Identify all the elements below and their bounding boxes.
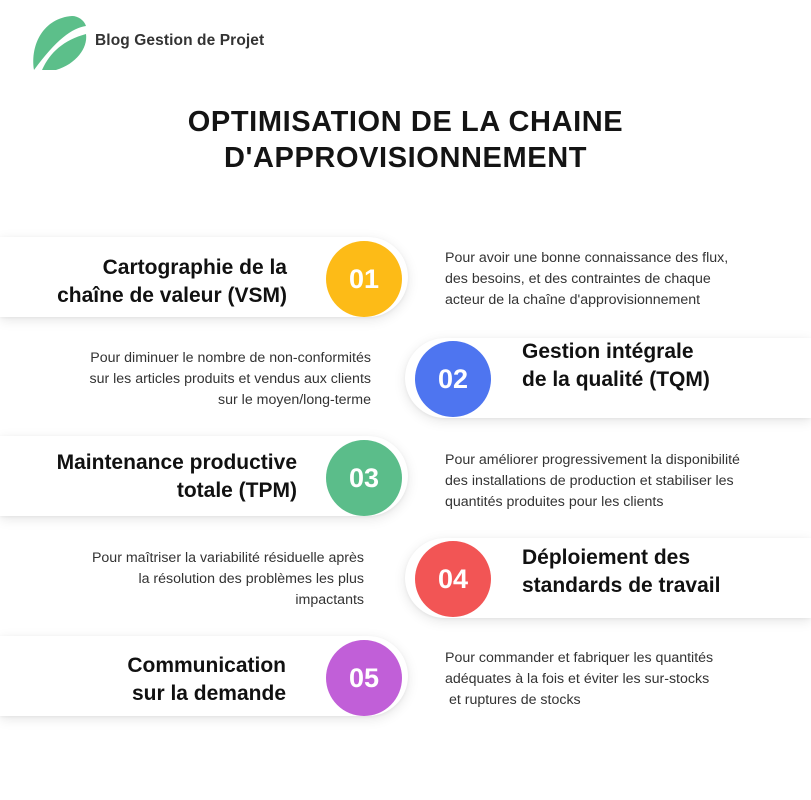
step-01-heading: Cartographie de la chaîne de valeur (VSM) — [57, 256, 287, 307]
step-05-heading: Communication sur la demande — [127, 654, 286, 705]
step-02-circle: 02 — [415, 341, 491, 417]
step-04-circle: 04 — [415, 541, 491, 617]
step-03-description: Pour améliorer progressivement la disponibilité des installations de production et stabiliser les quantités produites pour les clients — [445, 452, 740, 510]
step-02-description: Pour diminuer le nombre de non-conformités sur les articles produits et vendus aux clients sur le moyen/long-terme — [89, 350, 371, 408]
logo-text: Blog Gestion de Projet — [95, 32, 265, 49]
step-01-description: Pour avoir une bonne connaissance des flux, des besoins, et des contraintes de chaque acteur de la chaîne d'approvisionnement — [445, 250, 729, 308]
leaf-logo-icon — [28, 14, 90, 72]
step-01-circle: 01 — [326, 241, 402, 317]
step-05-description: Pour commander et fabriquer les quantités adéquates à la fois et éviter les sur-stocks et ruptures de stocks — [445, 650, 714, 708]
step-05-circle: 05 — [326, 640, 402, 716]
step-03-circle: 03 — [326, 440, 402, 516]
page-title-line-1: OPTIMISATION DE LA CHAINE — [187, 106, 624, 138]
step-02-heading: Gestion intégrale de la qualité (TQM) — [522, 340, 710, 391]
step-04-description: Pour maîtriser la variabilité résiduelle après la résolution des problèmes les plus impactants — [91, 550, 364, 608]
page-title-line-2: D'APPROVISIONNEMENT — [223, 142, 588, 174]
step-04-heading: Déploiement des standards de travail — [522, 546, 721, 597]
step-03-heading: Maintenance productive totale (TPM) — [56, 451, 297, 502]
